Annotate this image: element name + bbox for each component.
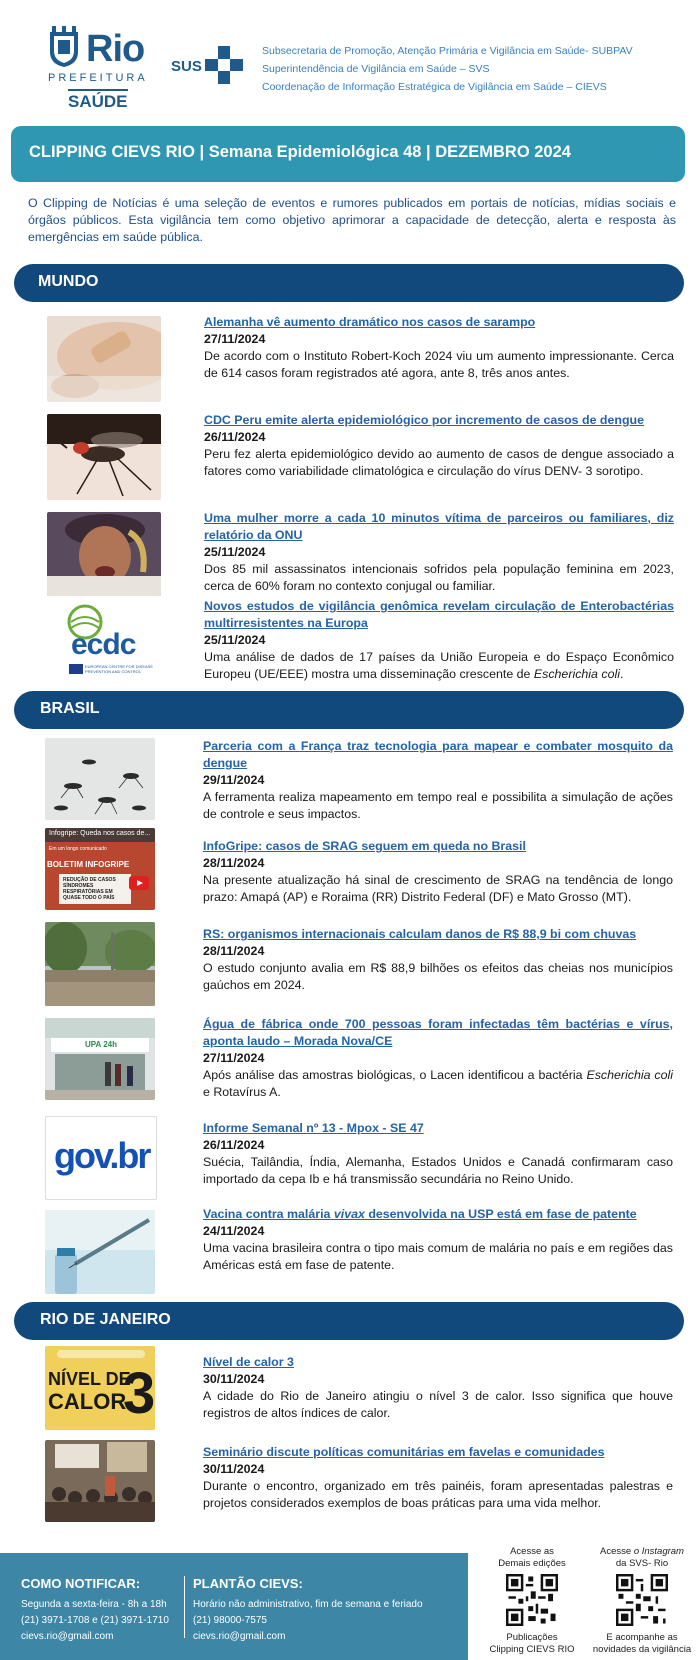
- news-text-italic: Escherichia coli: [533, 667, 620, 681]
- news-text-main: Após análise das amostras biológicas, o Lacen identificou a bactéria: [203, 1068, 583, 1082]
- news-date: 30/11/2024: [203, 1462, 265, 1476]
- news-text: Peru fez alerta epidemiológico devido ao aumento de casos de dengue associado a fatores como variabilidade climatológica e circulação do vírus DENV- 3 sorotipo.: [204, 447, 674, 478]
- news-link[interactable]: Água de fábrica onde 700 pessoas foram infectadas têm bactérias e vírus, aponta laudo – Morada Nova/CE: [203, 1017, 673, 1048]
- govbr-logo-text: gov.br: [54, 1135, 150, 1176]
- seminar-image: [45, 1440, 155, 1522]
- news-text: A ferramenta realiza mapeamento em tempo real e possibilita a simulação de ações de controle e seus impactos.: [203, 790, 673, 821]
- news-date: 27/11/2024: [203, 1051, 265, 1065]
- qr-code-instagram[interactable]: [616, 1574, 668, 1626]
- news-link[interactable]: CDC Peru emite alerta epidemiológico por incremento de casos de dengue: [204, 413, 644, 427]
- section-mundo-label: MUNDO: [38, 273, 99, 290]
- news-brasil-2: [203, 838, 673, 906]
- infogripe-badge: BOLETIM INFOGRIPE: [47, 860, 130, 869]
- sus-cross-icon: [205, 46, 243, 84]
- thumb-ecdc: [53, 604, 157, 680]
- notify-phones[interactable]: (21) 3971-1708 e (21) 3971-1710: [21, 1615, 169, 1626]
- news-date: 25/11/2024: [204, 545, 266, 559]
- intro-paragraph: O Clipping de Notícias é uma seleção de eventos e rumores publicados em portais de notícias, mídias sociais e órgãos públicos. Esta vigilância tem como objetivo aprimorar a capacidade de detecção, alerta e resposta às emergências em saúde pública.: [28, 196, 676, 244]
- thumb-govbr: [45, 1116, 157, 1200]
- news-date: 25/11/2024: [204, 633, 266, 647]
- news-text: De acordo com o Instituto Robert-Koch 2024 viu um aumento impressionante. Cerca de 614 casos foram registrados até agora, ante 8, três anos antes.: [204, 349, 674, 380]
- qr1-top-line-1: Acesse as: [510, 1546, 554, 1557]
- infogripe-sub-text: Em um longo comunicado: [49, 846, 107, 852]
- thumb-vacina: [45, 1210, 155, 1294]
- logo-rio-text: Rio: [86, 28, 145, 70]
- news-date: 26/11/2024: [204, 430, 266, 444]
- news-text: [203, 1067, 673, 1101]
- news-text: Dos 85 mil assassinatos intencionais sofridos pela população feminina em 2023, cerca de 60% foram no contexto conjugal ou familiar.: [204, 562, 674, 593]
- news-link[interactable]: Parceria com a França traz tecnologia para mapear e combater mosquito da dengue: [203, 739, 673, 770]
- news-mundo-1: [204, 314, 674, 382]
- news-text: Suécia, Tailândia, Índia, Alemanha, Estados Unidos e Canadá confirmaram caso importado da cepa Ib e há transmissão secundária no Reino Unido.: [203, 1155, 673, 1186]
- calor-level: 3: [123, 1361, 155, 1426]
- infogripe-top-text: Infogripe: Queda nos casos de...: [49, 830, 151, 837]
- thumb-rs-chuvas: [45, 922, 155, 1006]
- notify-heading: COMO NOTIFICAR:: [21, 1576, 141, 1591]
- news-mundo-3: [204, 510, 674, 595]
- thumb-mosquito: [47, 414, 161, 500]
- thumb-seminario: [45, 1440, 155, 1522]
- news-text-end: .: [619, 667, 624, 681]
- news-link[interactable]: RS: organismos internacionais calculam danos de R$ 88,9 bi com chuvas: [203, 927, 637, 941]
- qr1-bottom-line-2: Clipping CIEVS RIO: [489, 1644, 575, 1655]
- rio-crest-icon: [46, 26, 82, 68]
- qr2-bottom-line-2: novidades da vigilância: [592, 1644, 692, 1655]
- news-text-main: Uma análise de dados de 17 países da União Europeia e do Espaço Econômico Europeu (UE/EEE) mostra uma disseminação crescente de: [204, 650, 674, 681]
- news-mundo-2: [204, 412, 674, 480]
- news-text: Na presente atualização há sinal de crescimento de SRAG na tendência de longo prazo: Amapá (AP) e Roraima (RR) Distrito Federal (DF) e Mato Grosso (MT).: [203, 873, 673, 904]
- thumb-sarampo: [47, 316, 161, 402]
- qr2-bottom-line-1: E acompanhe as: [606, 1632, 678, 1643]
- news-mundo-4: [204, 598, 674, 683]
- news-text: O estudo conjunto avalia em R$ 88,9 bilhões os efeitos das cheias nos municípios gaúchos em 2024.: [203, 961, 673, 992]
- header-org-lines: [262, 42, 633, 96]
- news-date: 27/11/2024: [204, 332, 266, 346]
- upa-sign-text: UPA 24h: [85, 1040, 118, 1049]
- footer-plantao: [193, 1576, 423, 1645]
- news-brasil-6: [203, 1206, 673, 1274]
- vaccine-arm-image: [47, 316, 161, 402]
- thumb-calor: [45, 1346, 155, 1430]
- qr1-bottom-line-1: Publicações: [506, 1632, 558, 1643]
- news-link-pre: Vacina contra malária: [203, 1207, 334, 1221]
- news-text: Durante o encontro, organizado em três painéis, foram apresentadas palestras e projetos considerados exemplos de boas práticas para uma vida melhor.: [203, 1479, 673, 1510]
- woman-crying-image: [47, 512, 161, 596]
- logo-sus-text: SUS: [171, 58, 202, 75]
- footer-notify: [21, 1576, 169, 1645]
- news-link[interactable]: Nível de calor 3: [203, 1355, 294, 1369]
- prefeitura-rio-logo: [44, 22, 154, 112]
- news-link-italic: vivax: [333, 1207, 365, 1221]
- qr-code-editions[interactable]: [506, 1574, 558, 1626]
- calor-line-1: NÍVEL DE: [48, 1369, 131, 1389]
- news-rio-2: [203, 1444, 673, 1512]
- section-brasil-label: BRASIL: [40, 700, 100, 717]
- logo-saude-text: SAÚDE: [68, 89, 128, 112]
- news-link[interactable]: InfoGripe: casos de SRAG seguem em queda no Brasil: [203, 839, 526, 853]
- qr2-top-line-2: da SVS- Rio: [615, 1558, 669, 1569]
- page-title: CLIPPING CIEVS RIO | Semana Epidemiológica 48 | DEZEMBRO 2024: [29, 143, 571, 161]
- news-link[interactable]: [203, 1206, 673, 1223]
- mosquitos-image: [45, 738, 155, 820]
- qr2-top-line-1: [587, 1546, 697, 1558]
- news-text: Uma vacina brasileira contra o tipo mais comum de malária no país e em regiões das Américas está em fase de patente.: [203, 1241, 673, 1272]
- plantao-email[interactable]: cievs.rio@gmail.com: [193, 1631, 286, 1642]
- qr-editions-bottom: [477, 1632, 587, 1656]
- ecdc-logo-text: ecdc: [71, 628, 136, 661]
- play-icon[interactable]: [129, 876, 149, 890]
- news-text-end: e Rotavírus A.: [203, 1085, 281, 1099]
- news-link[interactable]: Informe Semanal nº 13 - Mpox - SE 47: [203, 1121, 424, 1135]
- org-line-cievs: Coordenação de Informação Estratégica de Vigilância em Saúde – CIEVS: [262, 81, 607, 93]
- logo-prefeitura-text: PREFEITURA: [48, 72, 148, 84]
- qr1-top-line-2: Demais edições: [498, 1558, 566, 1569]
- org-line-svs: Superintendência de Vigilância em Saúde – SVS: [262, 63, 490, 75]
- qr-instagram-top: [587, 1546, 697, 1570]
- section-rio-label: RIO DE JANEIRO: [40, 1311, 171, 1328]
- footer-divider: [184, 1576, 185, 1638]
- news-date: 26/11/2024: [203, 1138, 265, 1152]
- calor-line-2: CALOR: [48, 1389, 127, 1414]
- news-link[interactable]: Novos estudos de vigilância genômica revelam circulação de Enterobactérias multirresistentes na Europa: [204, 599, 674, 630]
- news-link[interactable]: Uma mulher morre a cada 10 minutos vítima de parceiros ou familiares, diz relatório da ONU: [204, 511, 674, 542]
- vaccine-vial-image: [45, 1210, 155, 1294]
- plantao-heading: PLANTÃO CIEVS:: [193, 1576, 303, 1591]
- news-text-italic: Escherichia coli: [586, 1068, 673, 1082]
- infogripe-body-text: REDUÇÃO DE CASOS SÍNDROMES RESPIRATÓRIAS EM QUASE TODO O PAÍS: [63, 877, 116, 901]
- ecdc-caption: EUROPEAN CENTRE FOR DISEASE PREVENTION AND CONTROL: [85, 664, 154, 674]
- news-brasil-3: [203, 926, 673, 994]
- header: [0, 0, 697, 120]
- qr-editions-top: [477, 1546, 587, 1570]
- section-brasil: [14, 691, 684, 729]
- section-rio: [14, 1302, 684, 1340]
- news-link-post: desenvolvida na USP está em fase de patente: [364, 1207, 637, 1221]
- section-mundo: [14, 264, 684, 302]
- notify-hours: Segunda a sexta-feira - 8h a 18h: [21, 1599, 167, 1610]
- news-date: 28/11/2024: [203, 856, 265, 870]
- news-brasil-4: [203, 1016, 673, 1101]
- news-link[interactable]: Seminário discute políticas comunitárias em favelas e comunidades: [203, 1445, 605, 1459]
- sus-logo: [171, 46, 243, 86]
- qr-instagram-bottom: [587, 1632, 697, 1656]
- thumb-mosquitos: [45, 738, 155, 820]
- title-bar: [11, 126, 685, 182]
- plantao-hours: Horário não administrativo, fim de semana e feriado: [193, 1599, 423, 1610]
- plantao-phone[interactable]: (21) 98000-7575: [193, 1615, 267, 1626]
- news-date: 28/11/2024: [203, 944, 265, 958]
- notify-email[interactable]: cievs.rio@gmail.com: [21, 1631, 114, 1642]
- upa-building-image: [45, 1018, 155, 1100]
- flood-image: [45, 922, 155, 1006]
- news-link[interactable]: Alemanha vê aumento dramático nos casos de sarampo: [204, 315, 536, 329]
- org-line-subpav: Subsecretaria de Promoção, Atenção Primária e Vigilância em Saúde- SUBPAV: [262, 45, 633, 57]
- news-brasil-1: [203, 738, 673, 823]
- news-brasil-5: [203, 1120, 673, 1188]
- thumb-upa: [45, 1018, 155, 1100]
- thumb-onu: [47, 512, 161, 596]
- news-text: A cidade do Rio de Janeiro atingiu o nível 3 de calor. Isso significa que houve registros de altos índices de calor.: [203, 1389, 673, 1420]
- qr2-top-italic: o Instagram: [633, 1546, 684, 1557]
- news-text: [204, 649, 674, 683]
- news-date: 29/11/2024: [203, 773, 265, 787]
- qr2-top-pre: Acesse: [600, 1546, 634, 1557]
- news-date: 24/11/2024: [203, 1224, 265, 1238]
- thumb-infogripe: [45, 828, 155, 910]
- news-rio-1: [203, 1354, 673, 1422]
- news-date: 30/11/2024: [203, 1372, 265, 1386]
- mosquito-image: [47, 414, 161, 500]
